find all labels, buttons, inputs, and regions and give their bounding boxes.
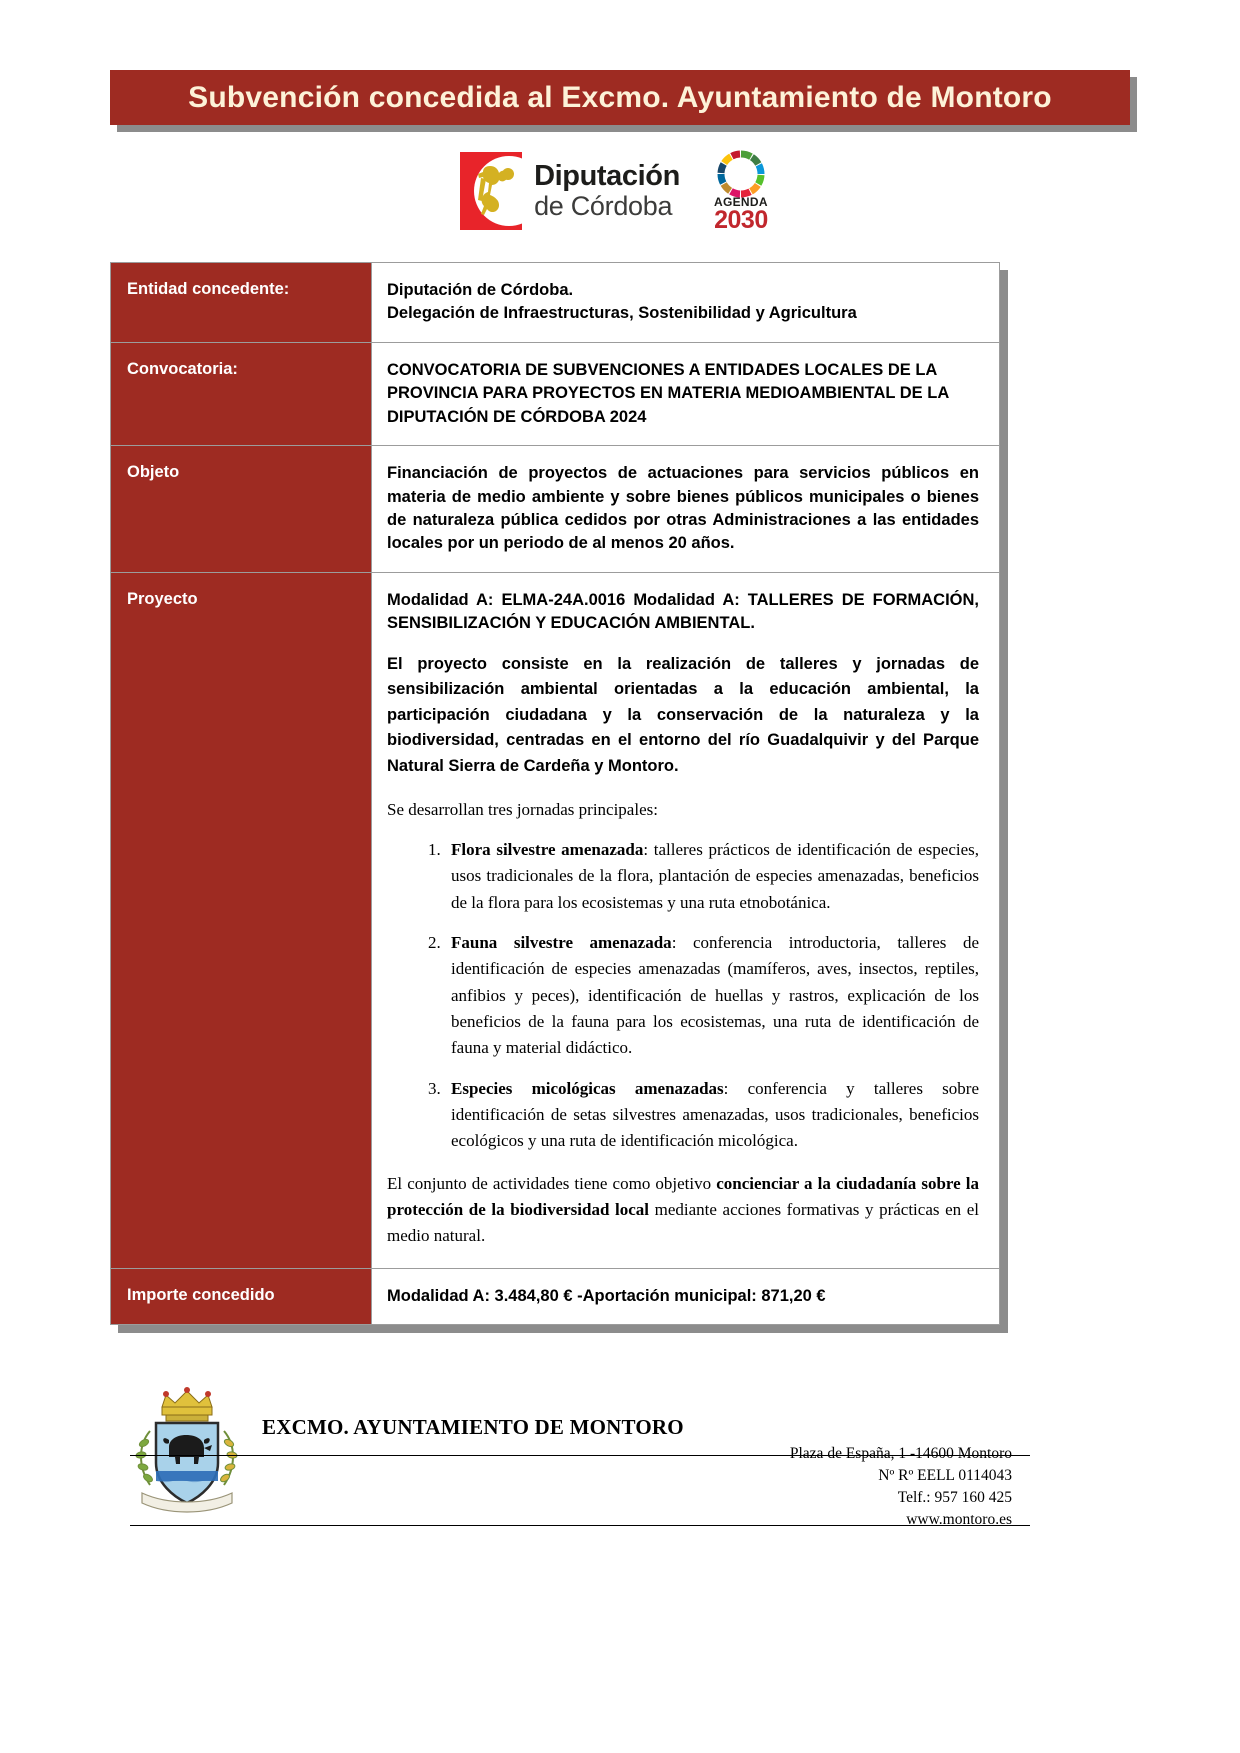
grant-info-table-wrapper xyxy=(110,262,1000,1325)
page-title: Subvención concedida al Excmo. Ayuntamiento de Montoro xyxy=(188,80,1052,114)
row-label-convocatoria: Convocatoria: xyxy=(111,342,372,445)
table-row-convocatoria xyxy=(111,342,1000,445)
jornada-title-2: Fauna silvestre amenazada xyxy=(451,932,672,952)
jornada-body-2: : conferencia introductoria, talleres de identificación de especies amenazadas (mamíferos, aves, insectos, reptiles, anfibios y peces), identificación de huellas y rastros, explicación de los beneficios de la fauna para los ecosistemas, una ruta de identificación de fauna y material didáctico. xyxy=(451,932,979,1058)
list-item xyxy=(445,930,979,1062)
row-value-convocatoria: CONVOCATORIA DE SUBVENCIONES A ENTIDADES LOCALES DE LA PROVINCIA PARA PROYECTOS EN MATERIA MEDIOAMBIENTAL DE LA DIPUTACIÓN DE CÓRDOBA 2024 xyxy=(372,342,1000,445)
row-value-importe: Modalidad A: 3.484,80 € -Aportación municipal: 871,20 € xyxy=(372,1268,1000,1324)
grant-info-table xyxy=(110,262,1000,1325)
entidad-line-2: Delegación de Infraestructuras, Sostenibilidad y Agricultura xyxy=(387,304,857,323)
footer-address-line-2: Nº Rº EELL 0114043 xyxy=(878,1467,1012,1484)
footer-address-line-3: Telf.: 957 160 425 xyxy=(897,1489,1012,1506)
jornadas-list xyxy=(387,837,979,1155)
proyecto-intro: El proyecto consiste en la realización de talleres y jornadas de sensibilización ambiental orientadas a la educación ambiental, la participación ciudadana y la conservación de la naturaleza y la biodiversidad, centradas en el entorno del río Guadalquivir y del Parque Natural Sierra de Cardeña y Montoro. xyxy=(387,654,979,775)
footer-entity-name: EXCMO. AYUNTAMIENTO DE MONTORO xyxy=(262,1415,684,1439)
list-item xyxy=(445,1076,979,1155)
table-row-entidad xyxy=(111,263,1000,343)
list-item xyxy=(445,837,979,916)
banner-body xyxy=(110,70,1130,125)
footer-address-line-1: Plaza de España, 1 -14600 Montoro xyxy=(789,1445,1012,1462)
montoro-coat-of-arms-icon xyxy=(128,1385,246,1515)
proyecto-closing xyxy=(387,1171,979,1250)
entidad-line-1: Diputación de Córdoba. xyxy=(387,281,574,299)
table-row-proyecto xyxy=(111,572,1000,1268)
agenda-label: AGENDA xyxy=(714,195,768,209)
jornada-title-1: Flora silvestre amenazada xyxy=(451,839,644,859)
row-value-entidad xyxy=(372,263,1000,343)
jornada-body-1: : talleres prácticos de identificación de especies, usos tradicionales de la flora, plantación de especies amenazadas, beneficios de la flora para los ecosistemas y una ruta etnobotánica. xyxy=(451,839,979,912)
jornada-body-3: : conferencia y talleres sobre identificación de setas silvestres amenazadas, usos tradicionales, beneficios ecológicos y una ruta de identificación micológica. xyxy=(451,1078,979,1151)
diputacion-cordoba-logo xyxy=(460,152,680,230)
row-label-objeto: Objeto xyxy=(111,446,372,573)
table-row-objeto xyxy=(111,446,1000,573)
diputacion-line2: de Córdoba xyxy=(534,191,673,221)
row-label-entidad: Entidad concedente: xyxy=(111,263,372,343)
closing-post: mediante acciones formativas y prácticas en el medio natural. xyxy=(387,1200,980,1246)
closing-pre: El conjunto de actividades tiene como objetivo xyxy=(387,1173,717,1193)
cordoba-lion-icon xyxy=(460,152,522,230)
row-label-proyecto: Proyecto xyxy=(111,572,372,1268)
row-label-importe: Importe concedido xyxy=(111,1268,372,1324)
proyecto-list-lead-wrap xyxy=(387,797,979,823)
footer-address-line-4: www.montoro.es xyxy=(906,1511,1012,1528)
agenda-2030-logo xyxy=(702,148,780,234)
title-banner xyxy=(110,70,1130,125)
proyecto-list-lead: Se desarrollan tres jornadas principales: xyxy=(387,800,658,820)
table-row-importe xyxy=(111,1268,1000,1324)
row-value-proyecto xyxy=(372,572,1000,1268)
agenda-year: 2030 xyxy=(714,206,768,234)
jornada-title-3: Especies micológicas amenazadas xyxy=(451,1078,724,1098)
closing-bold: concienciar a la ciudadanía sobre la protección de la biodiversidad local xyxy=(387,1173,979,1220)
proyecto-heading: Modalidad A: ELMA-24A.0016 Modalidad A: TALLERES DE FORMACIÓN, SENSIBILIZACIÓN Y EDUCACIÓN AMBIENTAL. xyxy=(387,590,979,633)
row-value-objeto: Financiación de proyectos de actuaciones para servicios públicos en materia de medio ambiente y sobre bienes públicos municipales o bienes de naturaleza pública cedidos por otras Administraciones a las entidades locales por un periodo de al menos 20 años. xyxy=(372,446,1000,573)
footer-divider-bottom xyxy=(130,1525,1030,1526)
diputacion-wordmark xyxy=(534,162,680,220)
logo-row xyxy=(0,148,1240,234)
sdg-wheel-icon xyxy=(702,148,780,198)
diputacion-line1: Diputación xyxy=(534,160,680,192)
footer-address xyxy=(790,1443,1012,1531)
